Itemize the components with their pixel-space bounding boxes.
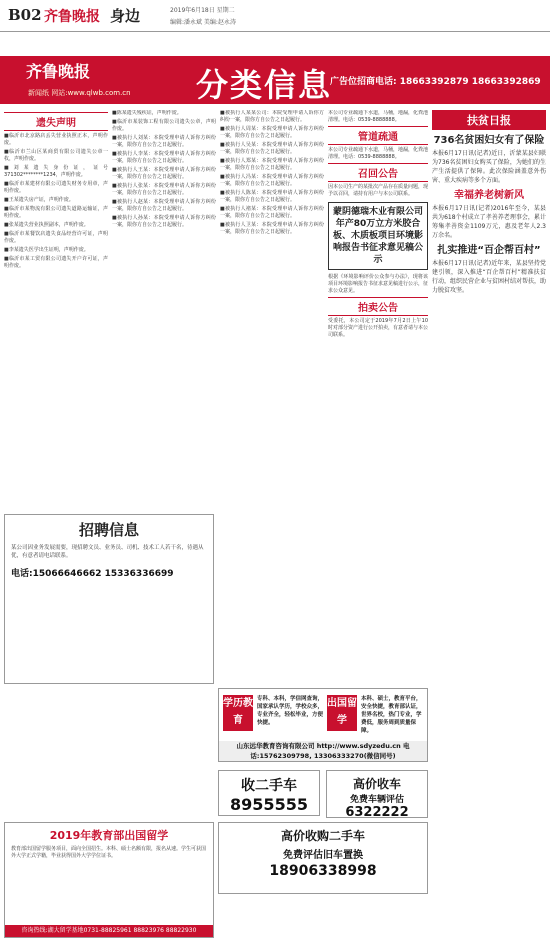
recruit-phone: 电话:15066646662 15336336699 <box>11 569 174 579</box>
list-item: ■临沂市某物流有限公司遗失道路运输证，声明作废。 <box>4 206 108 219</box>
page-header <box>0 0 550 32</box>
used-car-ad-3-title: 高价收购二手车 <box>280 829 365 843</box>
column-court-notices-2 <box>220 110 324 510</box>
list-item: ■被执行人陈某：本院受理申请人诉你方纠纷一案，限你方自公告之日起履行。 <box>220 190 324 203</box>
used-car-ad-2 <box>326 770 428 818</box>
classified-banner <box>0 56 550 104</box>
list-item: ■李某遗失医学出生证明，声明作废。 <box>4 247 89 253</box>
used-car-ad-2-phone: 6322222 <box>345 805 409 820</box>
list-item: ■临沂市某工贸有限公司遗失开户许可证，声明作废。 <box>4 256 108 269</box>
list-item: ■被执行人卫某：本院受理申请人诉你方纠纷一案，限你方自公告之日起履行。 <box>220 222 324 235</box>
education-text: 专科、本科，学信网查询，国家承认学历，学校众多，专业齐全，轻松毕业，方便快捷。 <box>257 696 324 726</box>
used-car-ad-2-sub: 免费车辆评估 <box>349 795 404 805</box>
used-car-ad-1 <box>218 770 320 816</box>
poverty-feature <box>432 110 546 930</box>
feature-title-2: 幸福养老树新风 <box>454 190 524 201</box>
page-number: B02 <box>8 6 42 24</box>
education-contact-bar: 山东远华教育咨询有限公司 http://www.sdyzedu.cn 电话:15762309798, 13306333270(微信同号) <box>219 741 427 761</box>
paper-name: 齐鲁晚报 <box>44 9 100 25</box>
list-item: ■被执行人李某：本院受理申请人诉你方纠纷一案，限你方自公告之日起履行。 <box>112 151 216 164</box>
court-notice-list <box>112 110 216 229</box>
lost-notice-list <box>4 133 108 270</box>
recruit-ad <box>4 514 214 684</box>
list-item: ■被执行人褚某：本院受理申请人诉你方纠纷一案，限你方自公告之日起履行。 <box>220 206 324 219</box>
list-item: 本公司专业疏通下水道，马桶，地漏，化粪池清理。电话：0539-8888888。 <box>328 110 428 123</box>
list-item: ■被执行人孙某：本院受理申请人诉你方纠纷一案，限你方自公告之日起履行。 <box>112 215 216 228</box>
used-car-ad-2-title: 高价收车 <box>352 777 401 791</box>
court-notice-list-2 <box>220 110 324 236</box>
used-car-ad-1-phone: 8955555 <box>230 795 308 814</box>
banner-logo-text: 齐鲁晚报 <box>26 62 91 81</box>
feature-title-3: 扎实推进“百企帮百村” <box>437 245 541 256</box>
feature-body-2: 本报6月17日讯(记者)2016年至今，某县共为618个村成立了孝善养老理事会，累计筹集孝善资金1109万元，惠及老年人2.3万余名。 <box>432 205 546 239</box>
study-abroad-body: 教育部出国留学服务项目，面向全国招生。本科、硕士名额有限，报名从速。学生可获国外大学正式学籍，毕业获得国外大学学位证书。 <box>11 846 207 859</box>
feature-body-1: 本报6月17日讯(记者)近日，沂蒙某县妇联为736名贫困妇女购买了保险，为她们的生产生活提供了保障。此次保险涵盖意外伤害、重大疾病等多个方面。 <box>432 150 546 184</box>
section-title-auction: 拍卖公告 <box>328 297 428 316</box>
list-item: ■刘某遗失身份证，证号371302********1234，声明作废。 <box>4 165 108 178</box>
used-car-ad-3-phone: 18906338998 <box>269 863 377 879</box>
section-title-pipe: 管道疏通 <box>328 126 428 145</box>
used-car-ad-3 <box>218 822 428 894</box>
list-item: 根据《环境影响评价公众参与办法》，现将该项目环境影响报告书征求意见稿进行公示，征求公众意见。 <box>328 274 428 294</box>
column-lost-notices <box>4 110 108 510</box>
list-item: 因本公司生产的某批次产品存在质量问题，现予以召回，请持有用户与本公司联系。 <box>328 184 428 197</box>
feature-head: 扶贫日报 <box>432 110 546 130</box>
list-item: ■临沂市某餐饮店遗失食品经营许可证，声明作废。 <box>4 231 108 244</box>
education-label: 学历教育 <box>223 695 253 731</box>
study-abroad-banner <box>4 822 214 938</box>
recruit-title: 招聘信息 <box>78 521 139 539</box>
column-court-notices <box>112 110 216 510</box>
section-name: 身边 <box>110 7 141 25</box>
used-car-ad-1-title: 收二手车 <box>241 778 297 794</box>
list-item: ■临沂市某建材有限公司遗失财务专用章，声明作废。 <box>4 181 108 194</box>
list-item: ■被执行人某某公司：本院受理申请人诉你方纠纷一案，限你方自公告之日起履行。 <box>220 110 324 123</box>
feature-title-1: 736名贫困妇女有了保险 <box>433 135 545 146</box>
banner-title: 分类信息 <box>196 66 333 104</box>
list-item: ■被执行人赵某：本院受理申请人诉你方纠纷一案，限你方自公告之日起履行。 <box>112 199 216 212</box>
list-item: 本公司专业疏通下水道，马桶，地漏，化粪池清理。电话：0539-8888888。 <box>328 147 428 160</box>
list-item: ■临沂市兰山区某商贸有限公司遗失公章一枚，声明作废。 <box>4 149 108 162</box>
list-item: ■临沂市某装饰工程有限公司遗失公章，声明作废。 <box>112 119 216 132</box>
study-abroad-text: 本科、硕士，教育平台，安全快捷，教育部认证，世界名校，热门专业，学费低，服务周到质量保障。 <box>361 696 422 734</box>
list-item: ■被执行人张某：本院受理申请人诉你方纠纷一案，限你方自公告之日起履行。 <box>112 183 216 196</box>
section-title-lost: 遗失声明 <box>4 112 108 131</box>
banner-logo <box>26 59 136 85</box>
list-item: ■王某遗失房产证，声明作废。 <box>4 197 74 203</box>
section-title-recall: 召回公告 <box>328 163 428 182</box>
list-item: ■被执行人郑某：本院受理申请人诉你方纠纷一案，限你方自公告之日起履行。 <box>220 158 324 171</box>
date-line: 2019年6月18日 星期二 <box>170 7 235 14</box>
study-abroad-label: 出国留学 <box>327 695 357 731</box>
list-item: ■被执行人刘某：本院受理申请人诉你方纠纷一案，限你方自公告之日起履行。 <box>112 135 216 148</box>
feature-body-3: 本报6月17日讯(记者)近年来，某县坚持党建引领，深入推进“百企帮百村”精准扶贫行动，组织民营企业与贫困村结对帮扶，助力脱贫攻坚。 <box>432 260 546 294</box>
list-item: ■被执行人冯某：本院受理申请人诉你方纠纷一案，限你方自公告之日起履行。 <box>220 174 324 187</box>
education-ad <box>218 688 428 762</box>
list-item: ■陈某遗失残疾证，声明作废。 <box>112 110 182 116</box>
column-misc <box>328 110 428 510</box>
banner-slogan: 新闻纸 网站:www.qlwb.com.cn <box>28 89 131 97</box>
environment-notice: 蒙阴德瑞木业有限公司年产80万立方米胶合板、木质板项目环境影响报告书征求意见稿公示 <box>328 202 428 270</box>
list-item: ■被执行人吴某：本院受理申请人诉你方纠纷一案，限你方自公告之日起履行。 <box>220 142 324 155</box>
study-abroad-title: 2019年教育部出国留学 <box>49 829 169 842</box>
list-item: ■被执行人周某：本院受理申请人诉你方纠纷一案，限你方自公告之日起履行。 <box>220 126 324 139</box>
used-car-ad-3-sub: 免费评估旧车置换 <box>283 850 363 861</box>
banner-phone: 广告位招商电话: 18663392879 18663392869 <box>330 77 541 87</box>
recruit-body: 某公司因业务发展需要，现招聘文员、业务员、司机、技术工人若干名，待遇从优，有意者请电话联系。 <box>11 545 204 559</box>
study-abroad-hotline: 咨询热线:湖大留学基地0731-88825961 88823976 88822930 <box>5 925 213 937</box>
list-item: ■被执行人王某：本院受理申请人诉你方纠纷一案，限你方自公告之日起履行。 <box>112 167 216 180</box>
list-item: ■张某遗失营业执照副本，声明作废。 <box>4 222 89 228</box>
list-item: ■临沂市北京路店丢失营业执照正本，声明作废。 <box>4 133 108 146</box>
editor-line: 编辑:潘永斌 美编:赵永涛 <box>170 19 236 26</box>
list-item: 受委托，本公司定于2019年7月2日上午10时对部分资产进行公开拍卖，有意者请与本公司联系。 <box>328 318 428 338</box>
